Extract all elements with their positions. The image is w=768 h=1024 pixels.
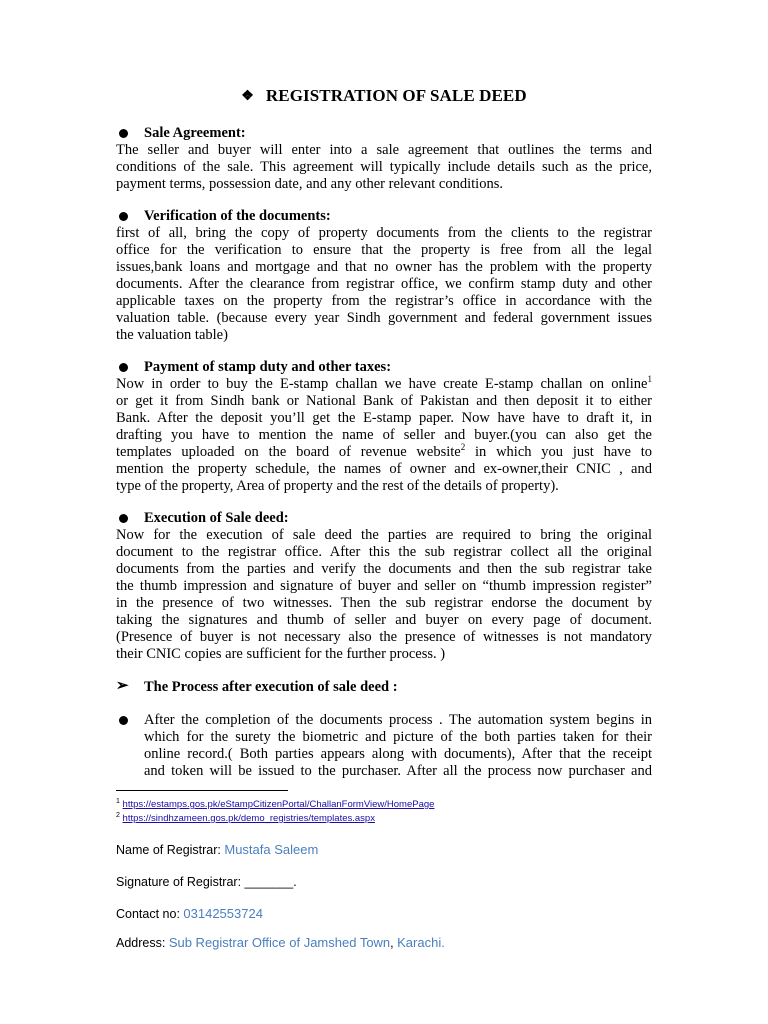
title-text: REGISTRATION OF SALE DEED	[265, 86, 527, 105]
section-heading: Verification of the documents:	[116, 208, 652, 225]
footnote-divider	[116, 790, 288, 791]
footnote-link[interactable]: https://sindhzameen.gos.pk/demo_registries/templates.aspx	[122, 813, 375, 824]
bullet-icon	[119, 212, 128, 221]
section-heading: ➢ The Process after execution of sale deed :	[116, 678, 398, 695]
section-paragraph: Now for the execution of sale deed the parties are required to bring the original document to the registrar office. After this the sub registrar collect all the original documents from the parties and verify the documents and then the sub registrar take the thumb impression and signature of buyer and seller on “thumb impression register” in the presence of two witnesses. Then the sub registrar endorse the document by taking the signatures and thumb of seller and buyer on every page of document. (Presence of buyer is not necessary also the presence of witnesses is not mandatory their CNIC copies are sufficient for the further process. )	[116, 527, 652, 662]
registrar-contact: 03142553724	[183, 906, 263, 921]
section-sale-agreement	[116, 125, 652, 193]
footnote-ref: 1	[647, 374, 652, 385]
section-process	[116, 679, 652, 696]
section-paragraph: The seller and buyer will enter into a sale agreement that outlines the terms and conditions of the sale. This agreement will typically include details such as the price, payment terms, possession date, and any other relevant conditions.	[116, 142, 652, 192]
footnote-2: $^2$ https://sindhzameen.gos.pk/demo_registries/templates.aspx	[116, 811, 375, 824]
registrar-name-line: Name of Registrar: Mustafa Saleem	[116, 842, 319, 857]
diamond-bullet-icon: ❖	[241, 89, 254, 104]
arrow-bullet-icon: ➢	[116, 678, 129, 694]
section-payment	[116, 359, 652, 495]
section-paragraph: Now in order to buy the E-stamp challan we have create E-stamp challan on online$^1$ or get it from Sindh bank or National Bank of Pakistan and then deposit it to either Bank. After the deposit you’ll get the E-stamp paper. Now have have to draft it, in drafting you have to mention the name of seller and buyer.(you can also get the templates uploaded on the board of revenue website$^2$ in which you just have to mention the property schedule, the names of owner and ex-owner,their CNIC , and type of the property, Area of property and the rest of the details of property).	[116, 374, 652, 494]
bullet-icon	[119, 363, 128, 372]
registrar-name: Mustafa Saleem	[224, 842, 319, 857]
registrar-signature-line: Signature of Registrar: _______.	[116, 875, 297, 889]
footnote-link[interactable]: https://estamps.gos.pk/eStampCitizenPortal/ChallanFormView/HomePage	[122, 799, 435, 810]
section-verification	[116, 208, 652, 344]
footnote-1: $^1$ https://estamps.gos.pk/eStampCitizenPortal/ChallanFormView/HomePage	[116, 797, 435, 810]
bullet-icon	[119, 514, 128, 523]
section-heading: Sale Agreement:	[116, 125, 652, 142]
bullet-icon	[119, 129, 128, 138]
bullet-icon	[119, 716, 128, 725]
footnote-ref: 2	[460, 442, 466, 453]
section-heading: Payment of stamp duty and other taxes:	[116, 359, 652, 376]
page-title	[0, 86, 768, 106]
section-paragraph: first of all, bring the copy of property documents from the clients to the registrar office for the verification to ensure that the property is free from all the legal issues,bank loans and mortgage and that no owner has the problem with the property documents. After the clearance from registrar office, we confirm stamp duty and other applicable taxes on the property from the registrar’s office in accordance with the valuation table. (because every year Sindh government and federal government issues the valuation table)	[116, 225, 652, 343]
registrar-address-line: Address: Sub Registrar Office of Jamshed Town, Karachi.	[116, 935, 445, 950]
process-paragraph: After the completion of the documents process . The automation system begins in which for the surety the biometric and picture of the both parties taken for their online record.( Both parties appears along with documents), After that the receipt and token will be issued to the purchaser. After all the process now purchaser and	[144, 712, 652, 779]
registrar-contact-line: Contact no: 03142553724	[116, 906, 263, 921]
registrar-address: Sub Registrar Office of Jamshed Town	[168, 935, 391, 950]
registrar-city: Karachi	[397, 935, 442, 950]
section-execution	[116, 510, 652, 663]
section-heading: Execution of Sale deed:	[116, 510, 652, 527]
